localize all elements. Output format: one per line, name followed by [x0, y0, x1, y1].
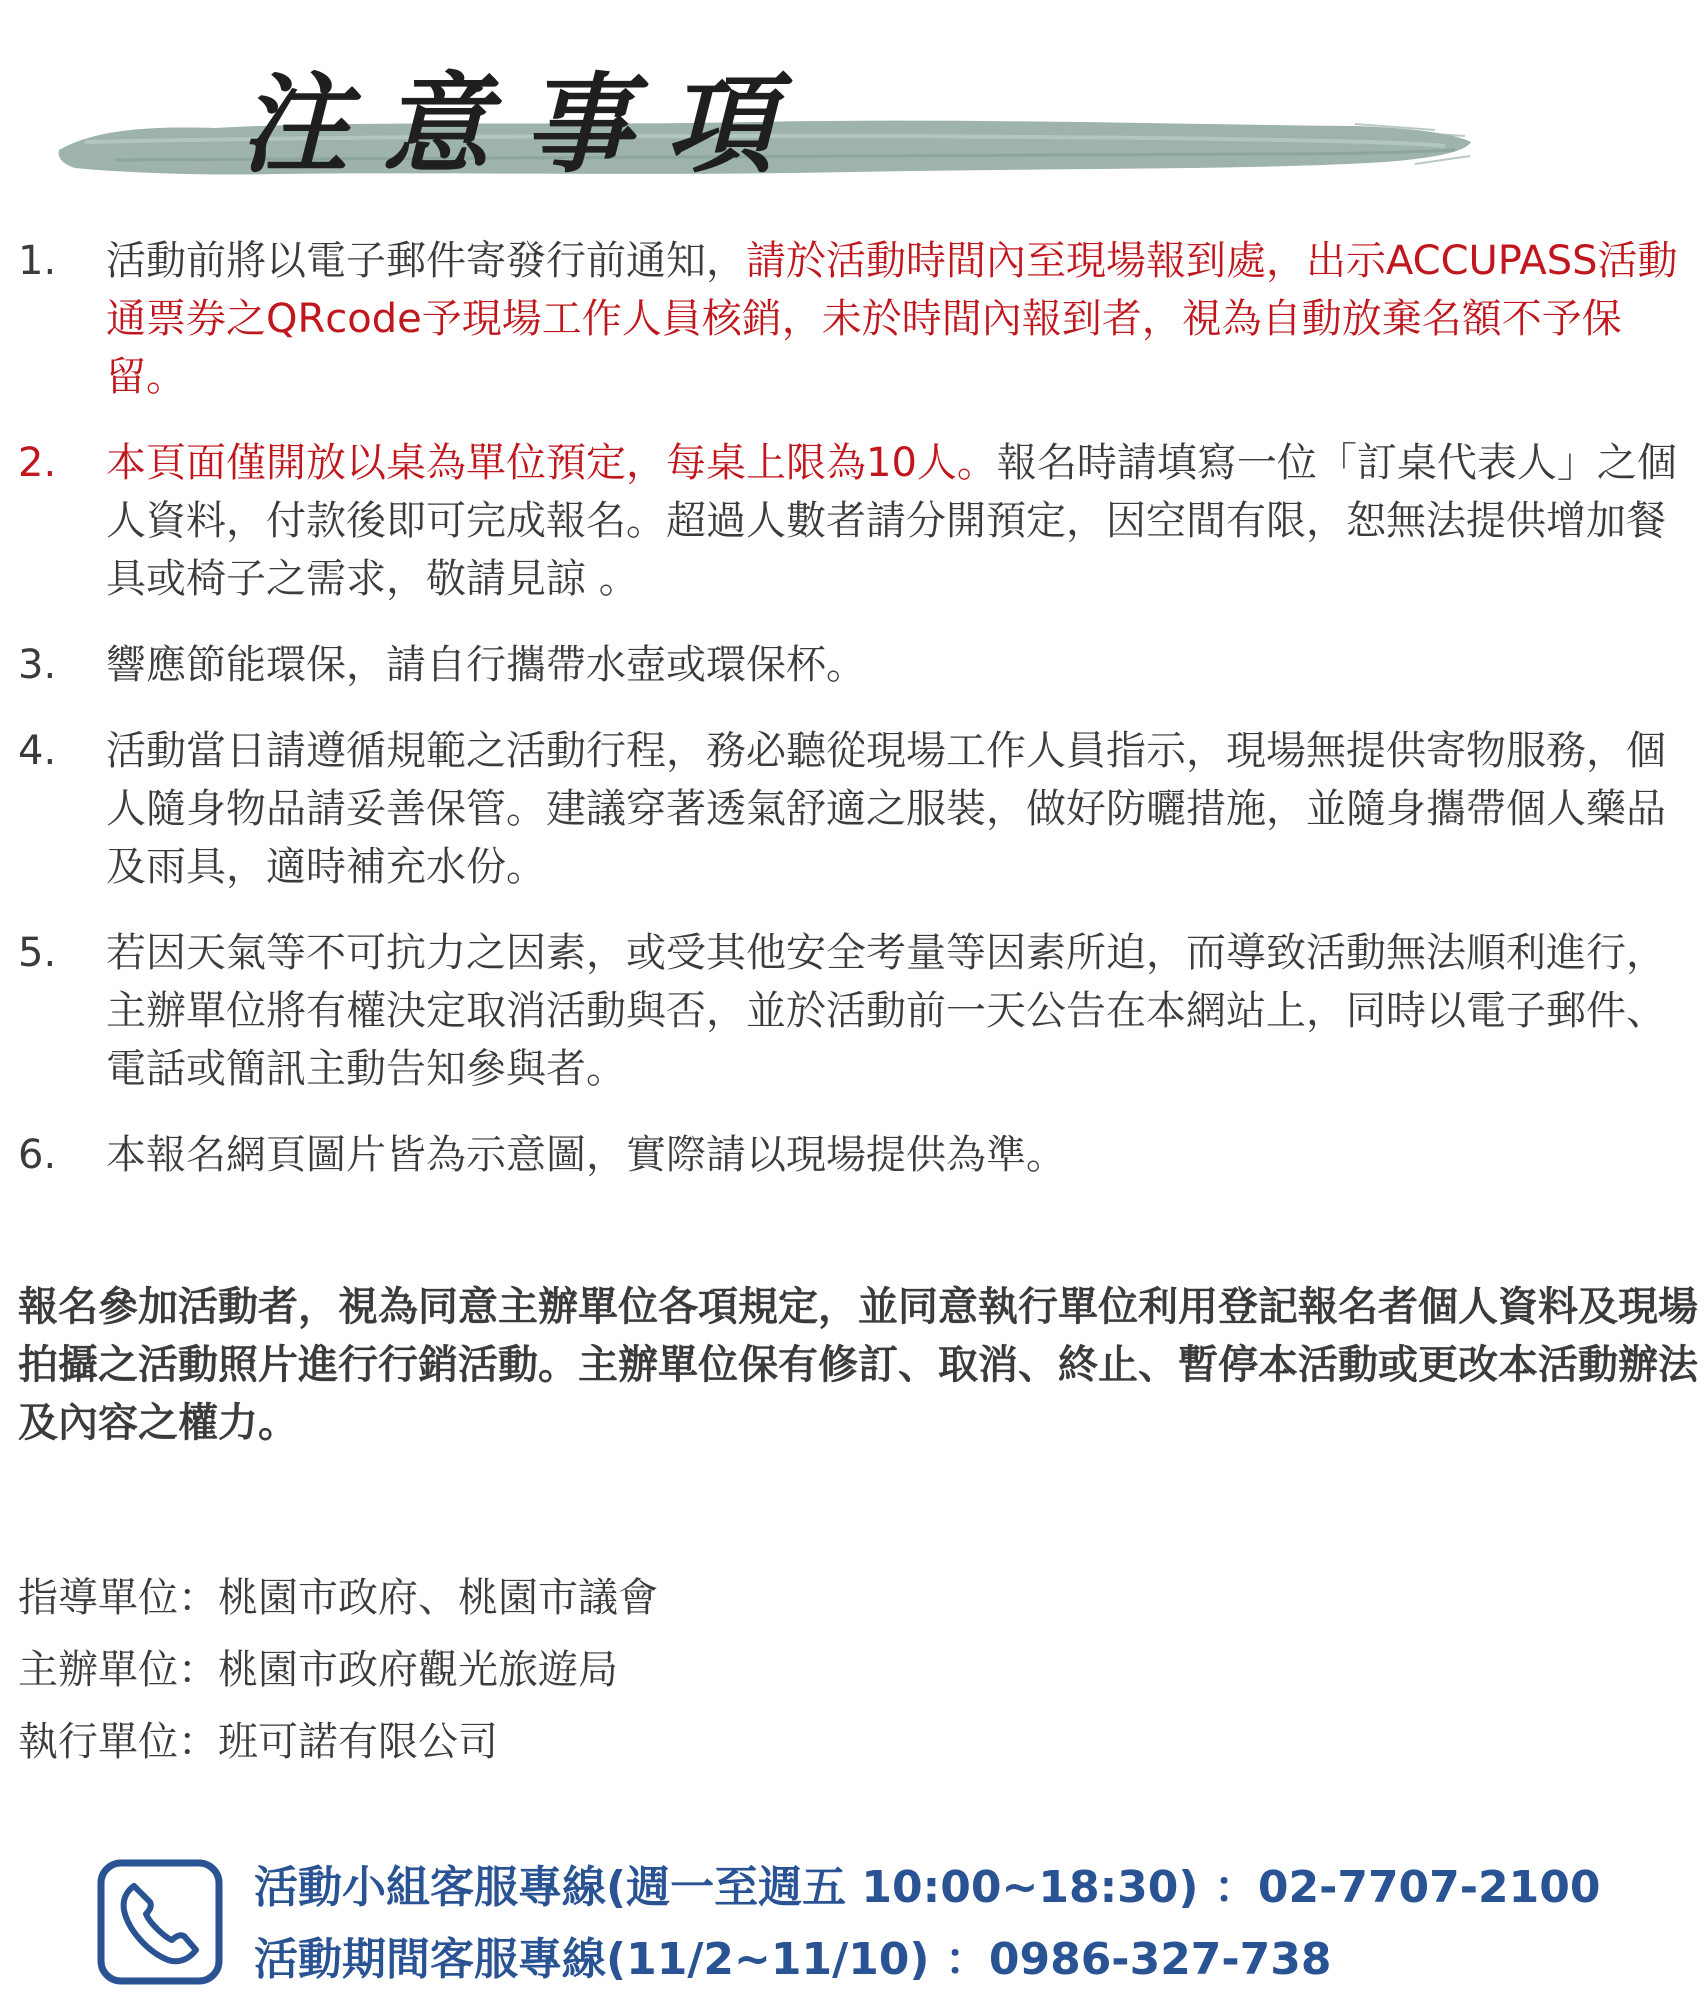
- list-item-number: 6.: [18, 1132, 57, 1178]
- organizer-info: [18, 1562, 1018, 1778]
- list-item-text: 報名時請填寫一位「訂桌代表人」之個人資料，付款後即可完成報名。超過人數者請分開預定，因空間有限，恕無法提供增加餐具或椅子之需求，敬請見諒 。: [106, 440, 1677, 602]
- title-banner: [55, 40, 1475, 190]
- list-item-text: 若因天氣等不可抗力之因素，或受其他安全考量等因素所迫，而導致活動無法順利進行，主辦單位將有權決定取消活動與否，並於活動前一天公告在本網站上，同時以電子郵件、電話或簡訊主動告知參與者。: [106, 930, 1666, 1092]
- list-item: [18, 232, 1688, 406]
- page-title: 注意事項: [240, 62, 809, 188]
- phone-icon: [96, 1858, 224, 1986]
- host-line: 主辦單位：桃園市政府觀光旅遊局: [18, 1647, 618, 1693]
- consent-statement: 報名參加活動者，視為同意主辦單位各項規定，並同意執行單位利用登記報名者個人資料及現場拍攝之活動照片進行行銷活動。主辦單位保有修訂、取消、終止、暫停本活動或更改本活動辦法及內容之權力。: [18, 1284, 1698, 1446]
- list-item-text: 活動當日請遵循規範之活動行程，務必聽從現場工作人員指示，現場無提供寄物服務，個人隨身物品請妥善保管。建議穿著透氣舒適之服裝，做好防曬措施，並隨身攜帶個人藥品及雨具，適時補充水份。: [106, 728, 1666, 890]
- list-item-highlight: 本頁面僅開放以桌為單位預定，每桌上限為10人。: [106, 440, 997, 486]
- list-item: [18, 434, 1688, 608]
- executor-line: 執行單位：班可諾有限公司: [18, 1719, 498, 1765]
- list-item-text: 本報名網頁圖片皆為示意圖，實際請以現場提供為準。: [106, 1132, 1066, 1178]
- list-item: [18, 636, 1688, 694]
- list-item-number: 1.: [18, 238, 57, 284]
- advisor-line: 指導單位：桃園市政府、桃園市議會: [18, 1575, 658, 1621]
- list-item-highlight: 請於活動時間內至現場報到處，出示ACCUPASS活動通票券之QRcode予現場工作人員核銷，未於時間內報到者，視為自動放棄名額不予保留。: [106, 238, 1678, 400]
- list-item-number: 3.: [18, 642, 57, 688]
- list-item-text: 活動前將以電子郵件寄發行前通知，: [106, 238, 746, 284]
- list-item-text: 響應節能環保，請自行攜帶水壺或環保杯。: [106, 642, 866, 688]
- list-item: [18, 1126, 1688, 1184]
- list-item: [18, 924, 1688, 1098]
- hotline-weekday: 活動小組客服專線(週一至週五 10:00~18:30) ：02-7707-2100: [254, 1862, 1601, 1913]
- contact-lines: [254, 1852, 1684, 1996]
- list-item-number: 2.: [18, 440, 57, 486]
- list-item-number: 5.: [18, 930, 57, 976]
- contact-block: [96, 1852, 1686, 1992]
- list-item: [18, 722, 1688, 896]
- notes-list: [18, 232, 1688, 1212]
- hotline-event: 活動期間客服專線(11/2~11/10) ：0986-327-738: [254, 1934, 1332, 1985]
- list-item-number: 4.: [18, 728, 57, 774]
